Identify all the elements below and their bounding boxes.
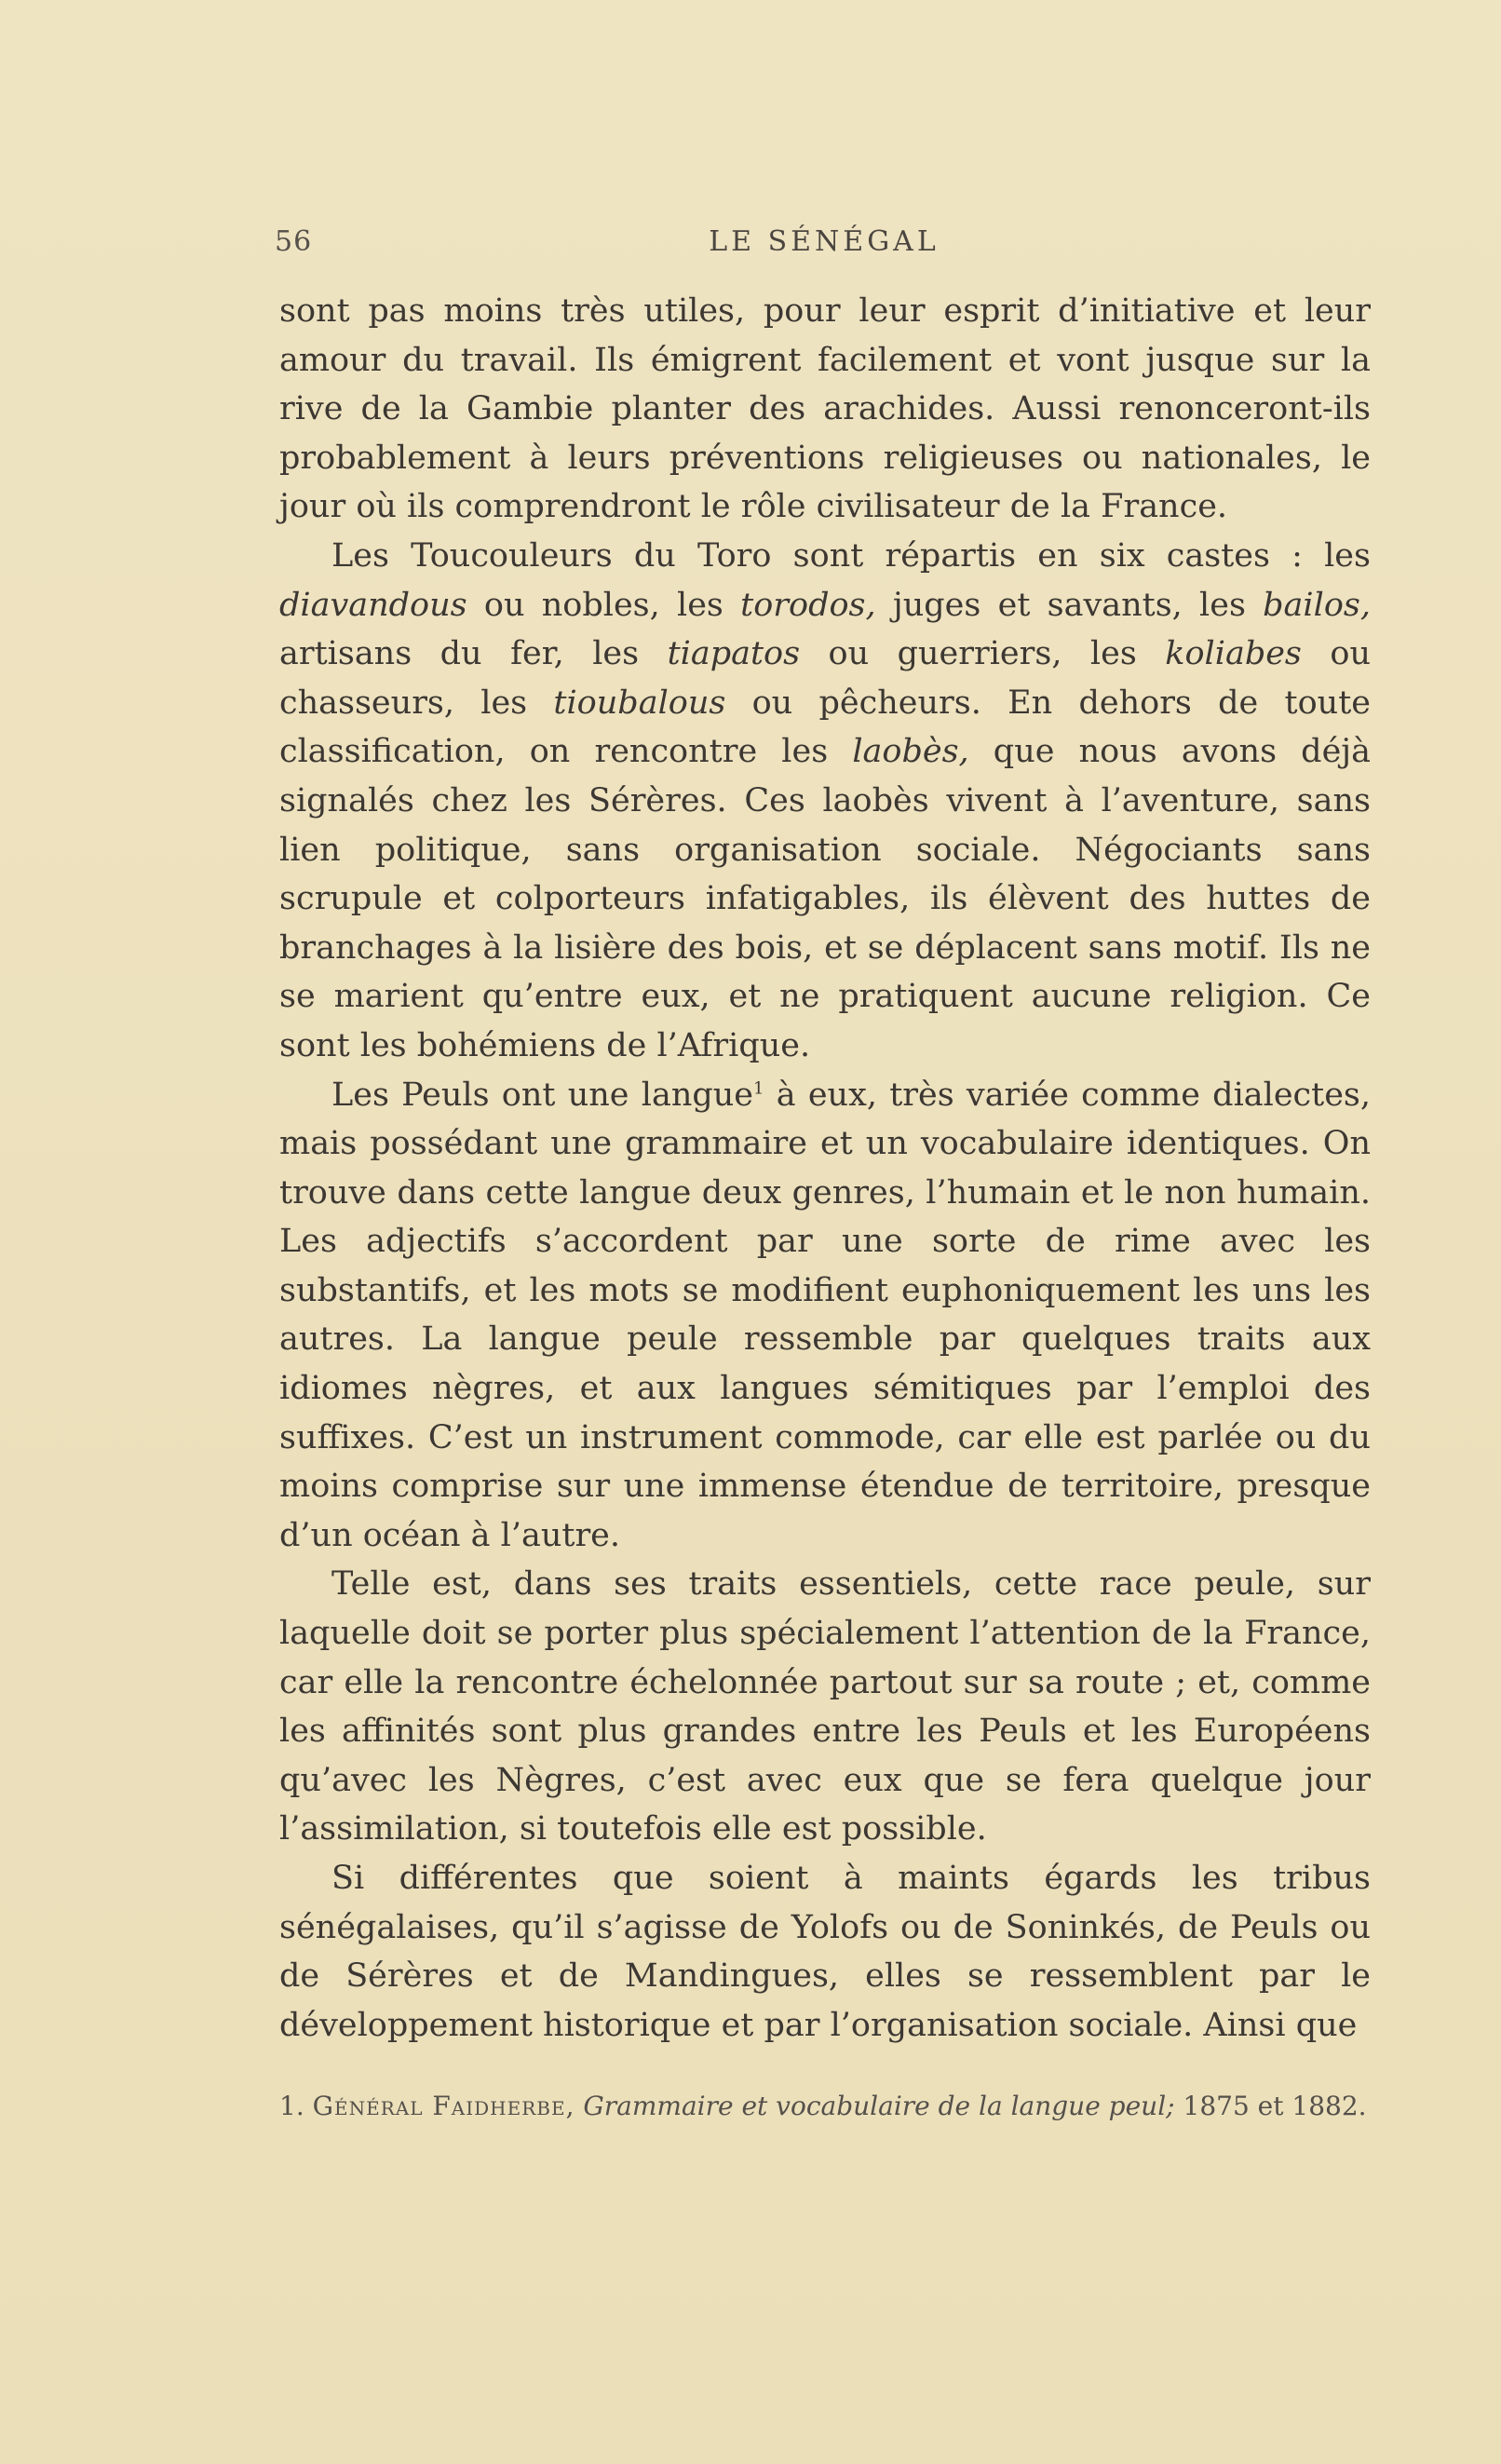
text-segment: ou pêcheurs. En dehors de toute classification, on rencontre les: [279, 684, 1371, 771]
page-header: [275, 225, 1373, 263]
body-text: [279, 287, 1371, 2050]
italic-term: torodos,: [740, 586, 876, 624]
paragraph: [279, 287, 1371, 532]
text-segment: Telle est, dans ses traits essentiels, cette race peule, sur laquelle doit se porter plus spécialement l’attention de la France, car elle la rencontre échelonnée partout sur sa route ; et, comme les affinités sont plus grandes entre les Peuls et les Européens qu’avec les Nègres, c’est avec eux que se fera quelque jour l’assimilation, si toutefois elle est possible.: [279, 1565, 1371, 1848]
page-number: 56: [275, 225, 313, 258]
text-segment: Les Peuls ont une langue: [331, 1076, 754, 1114]
italic-term: tioubalous: [553, 684, 726, 722]
text-segment: ou nobles, les: [467, 586, 741, 624]
paragraph: [279, 532, 1371, 1071]
running-title: LE SÉNÉGAL: [709, 225, 940, 258]
text-segment: à eux, très variée comme dialectes, mais possédant une grammaire et un vocabulaire identiques. On trouve dans cette langue deux genres, l’humain et le non humain. Les adjectifs s’accordent par une sorte de rime avec les substantifs, et les mots se modifient euphoniquement les uns les autres. La langue peule ressemble par quelques traits aux idiomes nègres, et aux langues sémitiques par l’emploi des suffixes. C’est un instrument commode, car elle est parlée ou du moins comprise sur une immense étendue de territoire, presque d’un océan à l’autre.: [279, 1076, 1371, 1554]
text-segment: artisans du fer, les: [279, 635, 668, 673]
footnote-author: Général Faidherbe,: [312, 2091, 575, 2121]
footnote-title: Grammaire et vocabulaire de la langue peul;: [583, 2091, 1175, 2121]
text-segment: ou guerriers, les: [800, 635, 1166, 673]
text-segment: ou chasseurs, les: [279, 635, 1371, 722]
footnote: [279, 2088, 1371, 2125]
footnote-years: 1875 et 1882.: [1183, 2091, 1367, 2121]
italic-term: tiapatos: [667, 635, 801, 673]
text-segment: sont pas moins très utiles, pour leur esprit d’initiative et leur amour du travail. Ils émigrent facilement et vont jusque sur la rive de la Gambie planter des arachides. Aussi renonceront-ils probablement à leurs préventions religieuses ou nationales, le jour où ils comprendront le rôle civilisateur de la France.: [279, 292, 1371, 526]
footnote-number: 1.: [279, 2091, 304, 2121]
italic-term: laobès,: [852, 733, 969, 771]
paragraph: [279, 1560, 1371, 1854]
italic-term: diavandous: [279, 586, 467, 624]
text-segment: Les Toucouleurs du Toro sont répartis en six castes : les: [331, 536, 1371, 575]
paragraph: [279, 1854, 1371, 2050]
text-segment: Si différentes que soient à maints égards les tribus sénégalaises, qu’il s’agisse de Yolofs ou de Soninkés, de Peuls ou de Sérères et de Mandingues, elles se ressemblent par le développement historique et par l’organisation sociale. Ainsi que: [279, 1860, 1371, 2044]
italic-term: koliabes: [1165, 635, 1302, 673]
italic-term: bailos,: [1263, 586, 1371, 624]
paragraph: [279, 1071, 1371, 1561]
footnote-reference: 1: [753, 1077, 764, 1098]
text-segment: juges et savants, les: [875, 586, 1264, 624]
text-segment: que nous avons déjà signalés chez les Sérères. Ces laobès vivent à l’aventure, sans lien politique, sans organisation sociale. Négociants sans scrupule et colporteurs infatigables, ils élèvent des huttes de branchages à la lisière des bois, et se déplacent sans motif. Ils ne se marient qu’entre eux, et ne pratiquent aucune religion. Ce sont les bohémiens de l’Afrique.: [279, 733, 1371, 1064]
